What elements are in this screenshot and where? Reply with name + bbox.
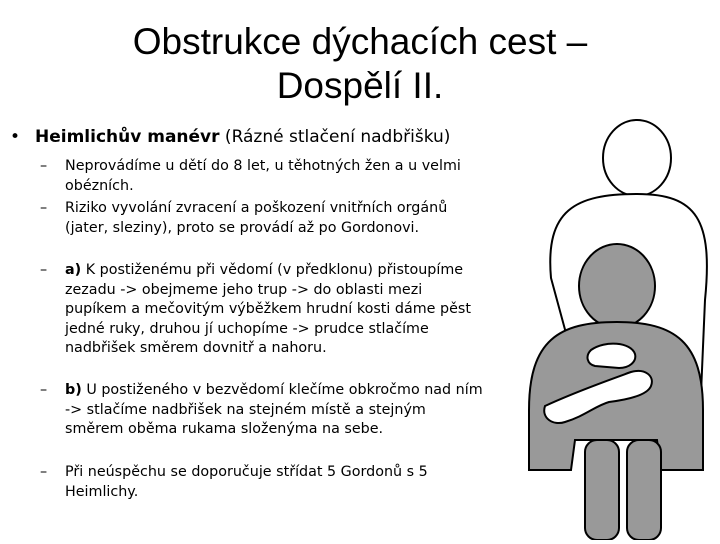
list-item-prefix: b) — [65, 382, 82, 398]
list-item-text: Při neúspěchu se doporučuje střídat 5 Gordonů s 5 Heimlichy. — [65, 464, 428, 500]
dash-marker: – — [40, 382, 48, 398]
list-item-text: Riziko vyvolání zvracení a poškození vnitřních orgánů (jater, sleziny), proto se provádí až po Gordonovi. — [65, 200, 448, 236]
main-bullet-text — [35, 127, 450, 147]
page-title — [40, 20, 680, 108]
dash-marker: – — [40, 200, 48, 216]
list-item-text — [65, 381, 485, 440]
main-bullet-rest: (Rázné stlačení nadbřišku) — [219, 127, 451, 147]
dash-marker: – — [40, 262, 48, 278]
main-bullet-bold: Heimlichův manévr — [35, 127, 220, 147]
list-item-body: K postiženému při vědomí (v předklonu) přistoupíme zezadu -> obejmeme jeho trup -> do oblasti mezi pupíkem a mečovitým výběžkem hrudní kosti dáme pěst jedné ruky, druhou jí uchopíme -> prudce stlačíme nadbřišek směrem dovnitř a nahoru. — [65, 262, 471, 356]
list-item-body: U postiženého v bezvědomí klečíme obkročmo nad ním -> stlačíme nadbřišek na stejném místě a stejným směrem oběma rukama složenýma na sebe. — [65, 382, 483, 437]
title-line-1: Obstrukce dýchacích cest – — [132, 21, 588, 62]
list-item-text: Neprovádíme u dětí do 8 let, u těhotných žen a u velmi obézních. — [65, 158, 461, 194]
dash-marker: – — [40, 158, 48, 174]
bullet-marker: • — [10, 127, 21, 147]
list-item-prefix: a) — [65, 262, 82, 278]
list-item-text — [65, 261, 485, 359]
heimlich-figure-icon — [505, 110, 720, 540]
dash-marker: – — [40, 464, 48, 480]
title-line-2: Dospělí II. — [276, 65, 444, 106]
